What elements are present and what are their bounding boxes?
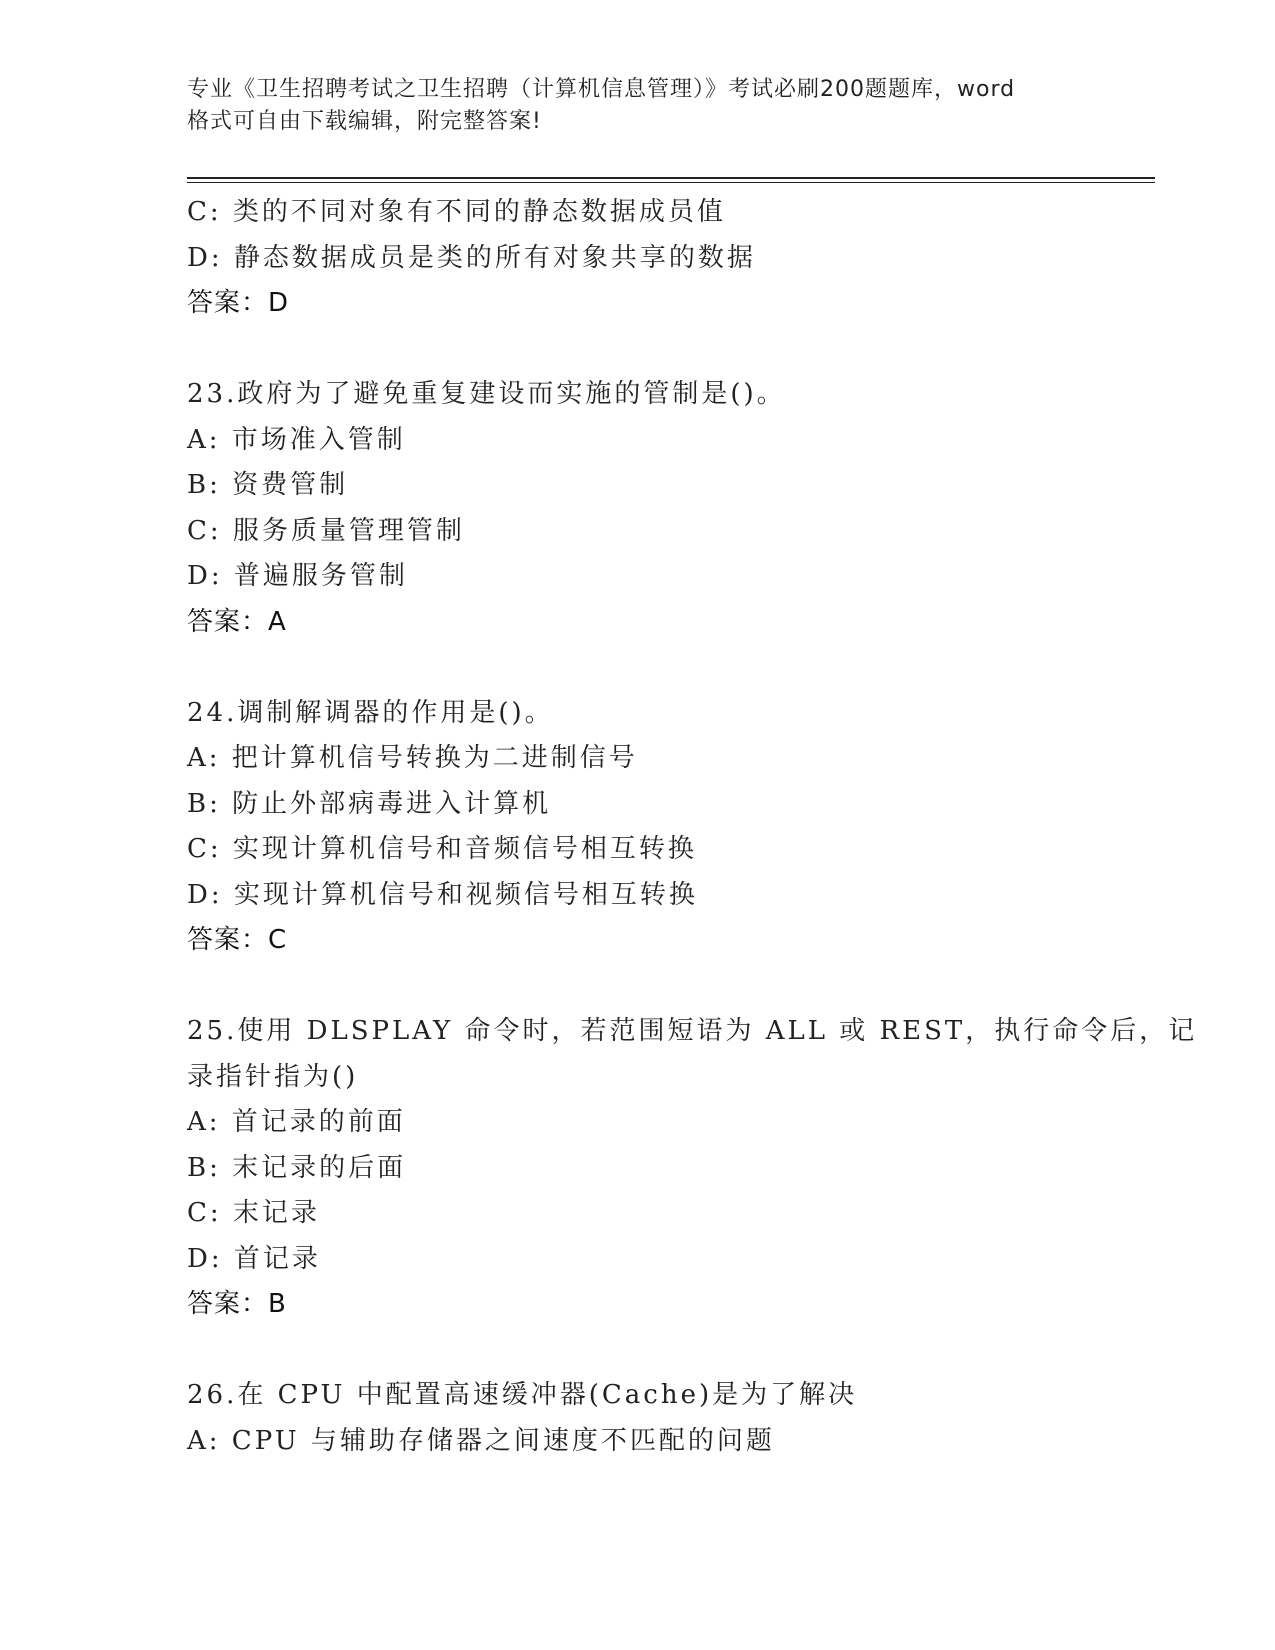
question-stem: 24.调制解调器的作用是()。 (187, 697, 554, 728)
option-a: A: 首记录的前面 (187, 1107, 406, 1137)
option-a: A: CPU 与辅助存储器之间速度不匹配的问题 (187, 1425, 775, 1456)
question-stem-line1: 25.使用 DLSPLAY 命令时，若范围短语为 ALL 或 REST，执行命令后，记 (187, 1016, 1198, 1046)
option-b: B: 末记录的后面 (187, 1152, 407, 1183)
question-23 (187, 372, 1147, 645)
option-a: A: 市场准入管制 (187, 424, 406, 455)
option-c: C: 实现计算机信号和音频信号相互转换 (187, 834, 697, 864)
question-stem: 26.在 CPU 中配置高速缓冲器(Cache)是为了解决 (187, 1380, 858, 1410)
option-b: B: 资费管制 (187, 470, 349, 500)
option-d: D: 实现计算机信号和视频信号相互转换 (187, 879, 698, 910)
spacer (187, 964, 1147, 1010)
option-c: C: 末记录 (187, 1198, 320, 1228)
question-25 (187, 1009, 1198, 1328)
spacer (187, 645, 1147, 691)
header-divider-thick (187, 177, 1155, 179)
header-divider-thin (187, 182, 1155, 183)
option-c: C: 类的不同对象有不同的静态数据成员值 (187, 197, 726, 227)
question-26 (187, 1373, 1147, 1464)
header-title-line1: 专业《卫生招聘考试之卫生招聘（计算机信息管理）》考试必刷200题题库，word (187, 77, 1016, 102)
option-d: D: 普遍服务管制 (187, 561, 408, 591)
answer: 答案：A (187, 606, 287, 637)
answer: 答案：D (187, 288, 290, 318)
spacer (187, 1328, 1147, 1374)
question-stem-line2: 录指针指为() (187, 1061, 359, 1092)
option-b: B: 防止外部病毒进入计算机 (187, 788, 552, 819)
spacer (187, 327, 1147, 373)
question-24 (187, 691, 1147, 964)
answer: 答案：C (187, 925, 288, 955)
header-title-line2: 格式可自由下载编辑，附完整答案! (187, 109, 542, 134)
option-d: D: 静态数据成员是类的所有对象共享的数据 (187, 242, 756, 273)
option-c: C: 服务质量管理管制 (187, 515, 465, 546)
question-stem: 23.政府为了避免重复建设而实施的管制是()。 (187, 379, 786, 409)
answer: 答案：B (187, 1289, 287, 1319)
option-d: D: 首记录 (187, 1243, 321, 1274)
document-header (187, 74, 1087, 138)
option-a: A: 把计算机信号转换为二进制信号 (187, 743, 638, 773)
document-body (187, 190, 1198, 1464)
question-22-tail (187, 190, 1147, 327)
